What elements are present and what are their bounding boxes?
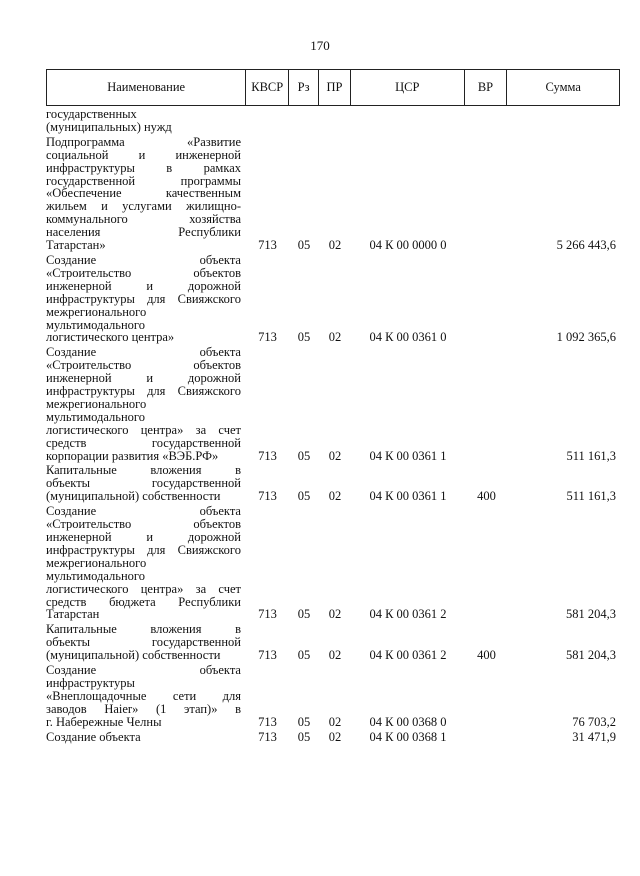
row-name-line: инфраструктуры bbox=[46, 675, 135, 690]
row-name-line: населения Республики bbox=[46, 225, 241, 240]
row-name-line: «Строительство объектов bbox=[46, 358, 241, 373]
row-name-line: жильем и услугами жилищно- bbox=[46, 199, 241, 214]
row-name-line: мультимодального bbox=[46, 409, 145, 424]
row-kvsr: 713 bbox=[258, 648, 277, 663]
row-pr: 02 bbox=[328, 489, 342, 504]
row-name bbox=[46, 664, 246, 729]
row-name-line: инфраструктуры для Свияжского bbox=[46, 384, 241, 399]
row-name-line: Создание объекта bbox=[46, 663, 241, 678]
row-csr: 04 К 00 0361 0 bbox=[369, 330, 447, 345]
row-name bbox=[46, 254, 246, 344]
row-pr: 02 bbox=[328, 729, 342, 744]
row-name-line: Татарстан» bbox=[46, 238, 106, 253]
row-name-line: (муниципальной) собственности bbox=[46, 489, 221, 504]
row-name-line: межрегионального bbox=[46, 396, 147, 411]
row-pr: 02 bbox=[328, 448, 342, 463]
row-kvsr: 713 bbox=[258, 330, 277, 345]
row-name-line: логистического центра» bbox=[46, 330, 175, 345]
row-pr: 02 bbox=[328, 714, 342, 729]
row-csr: 04 К 00 0361 2 bbox=[369, 648, 447, 663]
row-name-line: (муниципальных) нужд bbox=[46, 119, 172, 134]
row-vr: 400 bbox=[477, 489, 496, 504]
table-row bbox=[46, 731, 620, 744]
row-kvsr: 713 bbox=[258, 448, 277, 463]
row-kvsr: 713 bbox=[258, 729, 277, 744]
row-rz: 05 bbox=[297, 607, 311, 622]
row-name-line: Капитальные вложения в bbox=[46, 463, 241, 478]
row-name-line: Создание объекта bbox=[46, 504, 241, 519]
header-pr: ПР bbox=[319, 70, 351, 105]
row-rz: 05 bbox=[297, 729, 311, 744]
row-kvsr: 713 bbox=[258, 714, 277, 729]
row-name-line: объекты государственной bbox=[46, 476, 241, 491]
row-csr: 04 К 00 0361 2 bbox=[369, 607, 447, 622]
row-name-line: «Внеплощадочные сети для bbox=[46, 688, 241, 703]
row-name-line: Создание объекта bbox=[46, 729, 141, 744]
row-name bbox=[46, 136, 246, 252]
row-name-line: инженерной и дорожной bbox=[46, 371, 241, 386]
row-sum: 581 204,3 bbox=[566, 607, 616, 622]
row-sum: 581 204,3 bbox=[566, 648, 616, 663]
row-name-line: инфраструктуры для Свияжского bbox=[46, 542, 241, 557]
row-name-line: мультимодального bbox=[46, 568, 145, 583]
row-rz: 05 bbox=[297, 238, 311, 253]
page-number: 170 bbox=[310, 38, 330, 53]
row-rz: 05 bbox=[297, 330, 311, 345]
row-name-line: инфраструктуры для Свияжского bbox=[46, 291, 241, 306]
row-name-line: инженерной и дорожной bbox=[46, 278, 241, 293]
row-name bbox=[46, 464, 246, 503]
table-row bbox=[46, 464, 620, 503]
row-name-line: г. Набережные Челны bbox=[46, 714, 162, 729]
row-pr: 02 bbox=[328, 648, 342, 663]
row-name-line: социальной и инженерной bbox=[46, 147, 241, 162]
table-header bbox=[46, 69, 620, 106]
table-body bbox=[46, 108, 620, 746]
header-kvsr: КВСР bbox=[246, 70, 289, 105]
row-name-line: средств государственной bbox=[46, 435, 241, 450]
header-vr: ВР bbox=[465, 70, 508, 105]
row-pr: 02 bbox=[328, 607, 342, 622]
row-name-line: «Обеспечение качественным bbox=[46, 186, 241, 201]
row-sum: 511 161,3 bbox=[566, 489, 616, 504]
row-name-line: Капитальные вложения в bbox=[46, 622, 241, 637]
row-sum: 5 266 443,6 bbox=[556, 238, 616, 253]
row-sum: 31 471,9 bbox=[572, 729, 616, 744]
table-row bbox=[46, 254, 620, 344]
row-name-line: государственной программы bbox=[46, 173, 241, 188]
row-csr: 04 К 00 0000 0 bbox=[369, 238, 447, 253]
row-rz: 05 bbox=[297, 648, 311, 663]
row-name-line: межрегионального bbox=[46, 555, 147, 570]
row-name-line: средств бюджета Республики bbox=[46, 594, 241, 609]
row-csr: 04 К 00 0361 1 bbox=[369, 489, 447, 504]
table-row bbox=[46, 136, 620, 252]
header-csr: ЦСР bbox=[351, 70, 465, 105]
row-name-line: коммунального хозяйства bbox=[46, 212, 241, 227]
row-sum: 76 703,2 bbox=[572, 714, 616, 729]
row-name-line: «Строительство объектов bbox=[46, 517, 241, 532]
row-name-line: корпорации развития «ВЭБ.РФ» bbox=[46, 448, 219, 463]
header-sum: Сумма bbox=[545, 80, 581, 94]
row-name-line: государственных bbox=[46, 107, 137, 121]
row-name-line: инженерной и дорожной bbox=[46, 530, 241, 544]
row-name-line: инфраструктуры в рамках bbox=[46, 160, 241, 175]
row-sum: 1 092 365,6 bbox=[556, 330, 616, 345]
header-name: Наименование bbox=[47, 70, 246, 105]
row-kvsr: 713 bbox=[258, 489, 277, 504]
row-rz: 05 bbox=[297, 489, 311, 504]
row-csr: 04 К 00 0368 1 bbox=[369, 729, 447, 744]
row-csr: 04 К 00 0361 1 bbox=[369, 448, 447, 463]
row-name bbox=[46, 108, 246, 134]
table-row bbox=[46, 623, 620, 662]
row-name-line: Создание объекта bbox=[46, 252, 241, 267]
row-name-line: межрегионального bbox=[46, 304, 147, 319]
row-name bbox=[46, 623, 246, 662]
row-name-line: логистического центра» за счет bbox=[46, 581, 241, 596]
table-row bbox=[46, 346, 620, 462]
header-rz: Рз bbox=[289, 70, 319, 105]
table-row bbox=[46, 108, 620, 134]
row-name-line: объекты государственной bbox=[46, 635, 241, 650]
row-name-line: (муниципальной) собственности bbox=[46, 648, 221, 663]
row-gap bbox=[46, 744, 620, 746]
row-sum: 511 161,3 bbox=[566, 448, 616, 463]
row-name bbox=[46, 505, 246, 621]
row-name-line: мультимодального bbox=[46, 317, 145, 332]
row-name bbox=[46, 346, 246, 462]
row-pr: 02 bbox=[328, 330, 342, 345]
row-name-line: Подпрограмма «Развитие bbox=[46, 134, 241, 149]
row-rz: 05 bbox=[297, 448, 311, 463]
row-name-line: «Строительство объектов bbox=[46, 265, 241, 280]
row-rz: 05 bbox=[297, 714, 311, 729]
row-name-line: логистического центра» за счет bbox=[46, 422, 241, 437]
row-name-line: Татарстан bbox=[46, 607, 100, 622]
row-name-line: заводов Haier» (1 этап)» в bbox=[46, 701, 241, 716]
row-csr: 04 К 00 0368 0 bbox=[369, 714, 447, 729]
row-pr: 02 bbox=[328, 238, 342, 253]
row-name-line: Создание объекта bbox=[46, 345, 241, 360]
row-kvsr: 713 bbox=[258, 238, 277, 253]
row-vr: 400 bbox=[477, 648, 496, 663]
row-kvsr: 713 bbox=[258, 607, 277, 622]
table-row bbox=[46, 664, 620, 729]
table-row bbox=[46, 505, 620, 621]
row-name bbox=[46, 731, 246, 744]
